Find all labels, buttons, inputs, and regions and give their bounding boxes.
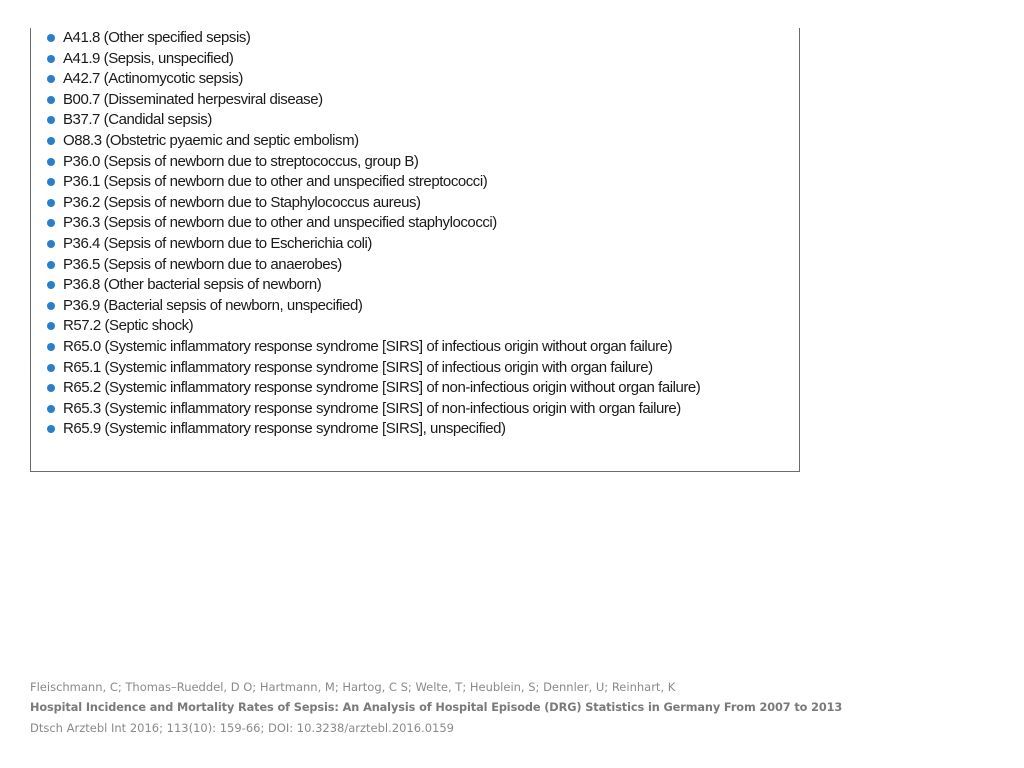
bullet-icon [47,96,55,104]
code-text: P36.8 (Other bacterial sepsis of newborn) [63,276,322,294]
bullet-icon [47,158,55,166]
code-text: P36.9 (Bacterial sepsis of newborn, unspecified) [63,296,363,314]
code-text: R65.2 (Systemic inflammatory response syndrome [SIRS] of non-infectious origin without organ failure) [63,379,701,397]
bullet-icon [47,343,55,351]
code-text: R65.0 (Systemic inflammatory response syndrome [SIRS] of infectious origin without organ failure) [63,337,673,355]
list-item [47,337,700,358]
bullet-icon [47,302,55,310]
list-item [47,110,700,131]
citation-title: Hospital Incidence and Mortality Rates of Sepsis: An Analysis of Hospital Episode (DRG) Statistics in Germany From 2007 to 2013 [30,700,843,714]
bullet-icon [47,425,55,433]
code-text: P36.3 (Sepsis of newborn due to other and unspecified staphylococci) [63,214,497,232]
list-item [47,399,700,420]
bullet-icon [47,34,55,42]
code-text: A41.8 (Other specified sepsis) [63,29,251,46]
bullet-icon [47,261,55,269]
list-item [47,28,700,49]
code-text: P36.5 (Sepsis of newborn due to anaerobes) [63,255,342,273]
icd-code-box [30,28,800,472]
code-text: R65.1 (Systemic inflammatory response syndrome [SIRS] of infectious origin with organ failure) [63,358,653,376]
list-item [47,296,700,317]
bullet-icon [47,137,55,145]
bullet-icon [47,405,55,413]
icd-code-list [47,28,700,440]
code-text: B00.7 (Disseminated herpesviral disease) [63,90,323,108]
list-item [47,193,700,214]
list-item [47,90,700,111]
code-text: R65.9 (Systemic inflammatory response syndrome [SIRS], unspecified) [63,420,506,438]
list-item [47,131,700,152]
citation-authors: Fleischmann, C; Thomas–Rueddel, D O; Hartmann, M; Hartog, C S; Welte, T; Heublein, S; Dennler, U; Reinhart, K [30,680,676,694]
code-text: P36.2 (Sepsis of newborn due to Staphylococcus aureus) [63,193,421,211]
list-item [47,358,700,379]
code-text: P36.4 (Sepsis of newborn due to Escherichia coli) [63,234,372,252]
bullet-icon [47,364,55,372]
list-item [47,172,700,193]
bullet-icon [47,281,55,289]
code-text: P36.0 (Sepsis of newborn due to streptococcus, group B) [63,152,419,170]
citation [30,677,842,739]
bullet-icon [47,116,55,124]
bullet-icon [47,199,55,207]
code-text: R65.3 (Systemic inflammatory response syndrome [SIRS] of non-infectious origin with organ failure) [63,399,681,417]
code-text: B37.7 (Candidal sepsis) [63,111,212,129]
bullet-icon [47,240,55,248]
list-item [47,378,700,399]
bullet-icon [47,219,55,227]
list-item [47,152,700,173]
list-item [47,275,700,296]
list-item [47,213,700,234]
list-item [47,49,700,70]
list-item [47,419,700,440]
code-text: A42.7 (Actinomycotic sepsis) [63,70,243,88]
bullet-icon [47,178,55,186]
list-item [47,255,700,276]
code-text: R57.2 (Septic shock) [63,317,194,335]
bullet-icon [47,384,55,392]
code-text: O88.3 (Obstetric pyaemic and septic embolism) [63,131,359,149]
bullet-icon [47,322,55,330]
bullet-icon [47,75,55,83]
list-item [47,316,700,337]
bullet-icon [47,55,55,63]
list-item [47,69,700,90]
code-text: A41.9 (Sepsis, unspecified) [63,49,234,67]
code-text: P36.1 (Sepsis of newborn due to other and unspecified streptococci) [63,173,488,191]
citation-source: Dtsch Arztebl Int 2016; 113(10): 159-66; DOI: 10.3238/arztebl.2016.0159 [30,721,454,735]
list-item [47,234,700,255]
